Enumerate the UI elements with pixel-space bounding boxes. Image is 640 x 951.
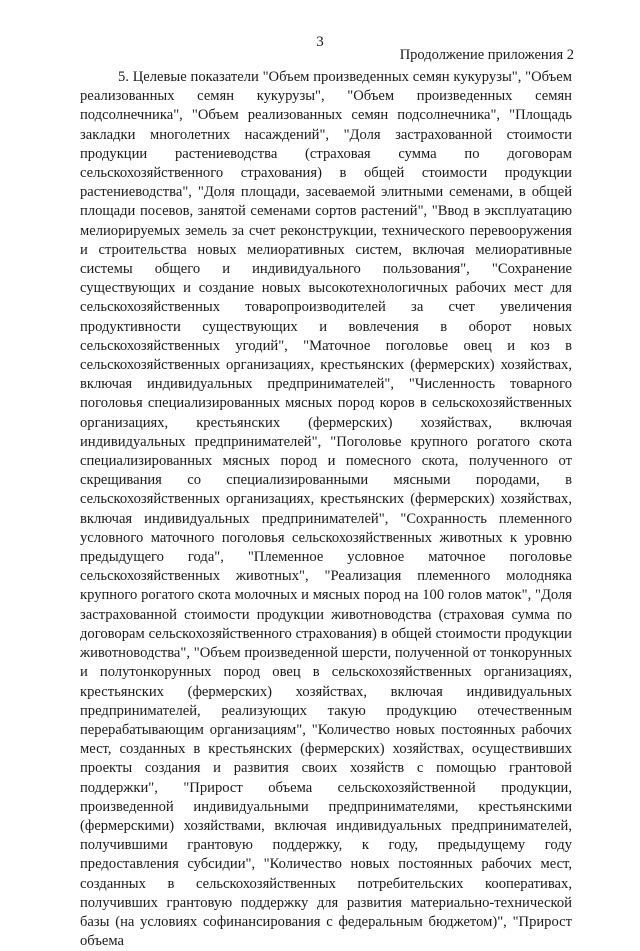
body-paragraph: 5. Целевые показатели "Объем произведенных семян кукурузы", "Объем реализованных семян кукурузы", "Объем произведенных семян подсолнечника", "Объем реализованных семян подсолнечника", "Площадь закладки многолетних насаждений", "Доля застрахованной стоимости продукции растениеводства (страховая сумма по договорам сельскохозяйственного страхования) в общей стоимости продукции растениеводства", "Доля площади, засеваемой элитными семенами, в общей площади посевов, занятой семенами сортов растений", "Ввод в эксплуатацию мелиорируемых земель за счет реконструкции, технического перевооружения и строительства новых мелиоративных систем, включая мелиоративные системы общего и индивидуального пользования", "Сохранение существующих и создание новых высокотехнологичных рабочих мест для сельскохозяйственных товаропроизводителей за счет увеличения продуктивности существующих и вовлечения в оборот новых сельскохозяйственных угодий", "Маточное поголовье овец и коз в сельскохозяйственных организациях, крестьянских (фермерских) хозяйствах, включая индивидуальных предпринимателей", "Численность товарного поголовья специализированных мясных пород коров в сельскохозяйственных организациях, крестьянских (фермерских) хозяйствах, включая индивидуальных предпринимателей", "Поголовье крупного рогатого скота специализированных мясных пород и помесного скота, полученного от скрещивания со специализированными мясными породами, в сельскохозяйственных организациях, крестьянских (фермерских) хозяйствах, включая индивидуальных предпринимателей", "Сохранность племенного условного маточного поголовья сельскохозяйственных животных к уровню предыдущего года", "Племенное условное маточное поголовье сельскохозяйственных животных", "Реализация племенного молодняка крупного рогатого скота молочных и мясных пород на 100 голов маток", "Доля застрахованной стоимости продукции животноводства (страховая сумма по договорам сельскохозяйственного страхования) в общей стоимости продукции животноводства", "Объем произведенной шерсти, полученной от тонкорунных и полутонкорунных пород овец в сельскохозяйственных организациях, крестьянских (фермерских) хозяйствах, включая индивидуальных предпринимателей, реализующих такую продукцию отечественным перерабатывающим организациям", "Количество новых постоянных рабочих мест, созданных в крестьянских (фермерских) хозяйствах, осуществивших проекты создания и развития своих хозяйств с помощью грантовой поддержки", "Прирост объема сельскохозяйственной продукции, произведенной индивидуальными предпринимателями, крестьянскими (фермерскими) хозяйствами, включая индивидуальных предпринимателей, получившими грантовую поддержку, к году, предыдущему году предоставления субсидии", "Количество новых постоянных рабочих мест, созданных в сельскохозяйственных потребительских кооперативах, получивших грантовую поддержку для развития материально-технической базы (на условиях софинансирования с федеральным бюджетом)", "Прирост объема	[80, 69, 572, 950]
appendix-continuation-header: Продолжение приложения 2	[399, 47, 574, 63]
page-number: 3	[316, 34, 324, 50]
